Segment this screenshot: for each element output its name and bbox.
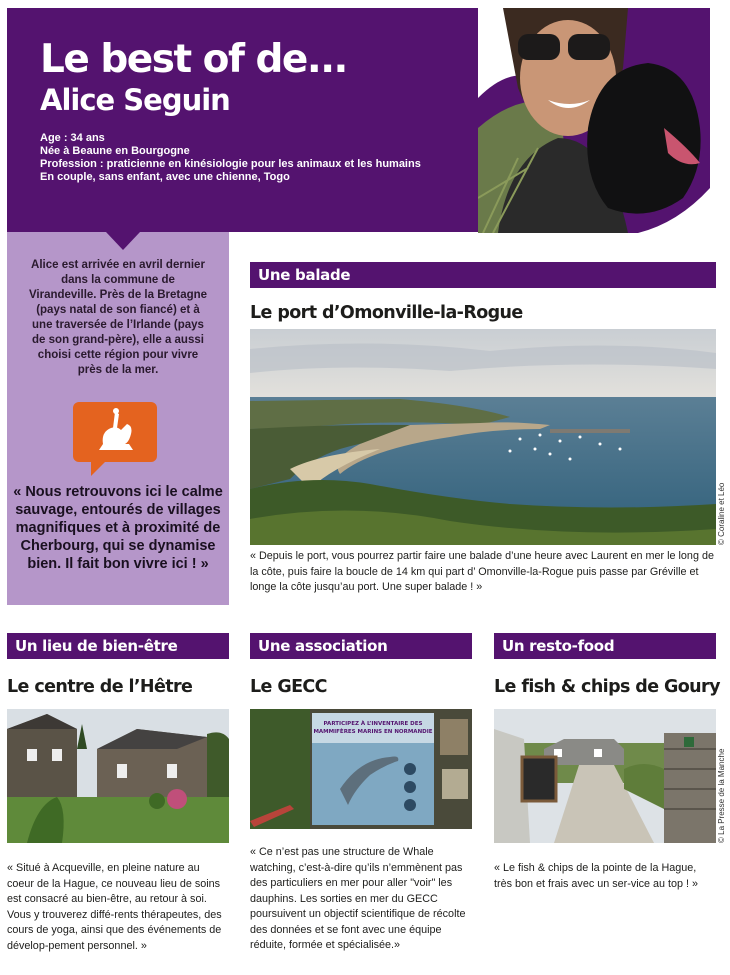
fact-profession: Profession : praticienne en kinésiologie pour les animaux et les humains xyxy=(40,158,421,170)
portrait-photo xyxy=(478,8,710,233)
resto-title: Le fish & chips de Goury xyxy=(494,677,720,697)
section-band-balade: Une balade xyxy=(250,262,716,288)
balade-title: Le port d’Omonville-la-Rogue xyxy=(250,303,523,323)
balade-photo xyxy=(250,329,716,545)
resto-photo-credit: © La Presse de la Manche xyxy=(717,748,726,843)
person-name: Alice Seguin xyxy=(40,83,230,117)
intro-sidebar xyxy=(7,232,229,605)
fact-age: Age : 34 ans xyxy=(40,132,105,144)
section-band-lieu: Un lieu de bien-être xyxy=(7,633,229,659)
resto-photo xyxy=(494,709,716,843)
pull-quote: « Nous retrouvons ici le calme sauvage, entourés de villages magnifiques et à proximité de Cherbourg, qui se dynamise bien. Il fait bon vivre ici ! » xyxy=(13,484,223,572)
association-text: « Ce n’est pas une structure de Whale watching, c’est-à-dire qu’ils n’emmènent pas des particuliers en mer pour aller "voir" les dauphins. Les sorties en mer du GECC poursuivent un objectif scientifique de récolte des données et se font avec une équipe réduite, formée et spécialisée.» xyxy=(250,846,466,951)
speech-bubble-statue-icon xyxy=(73,402,157,476)
sidebar-pointer xyxy=(106,232,140,250)
balade-photo-credit: © Coraline et Léo xyxy=(717,482,726,545)
intro-paragraph: Alice est arrivée en avril dernier dans la commune de Virandeville. Près de la Bretagne (pays natal de son fiancé) et à une traversée de l’Irlande (pays de son grand-père), elle a aussi choisi cette région pour vivre près de la mer. xyxy=(28,259,208,376)
section-band-resto: Un resto-food xyxy=(494,633,716,659)
lieu-title: Le centre de l’Hêtre xyxy=(7,677,193,697)
poster-line-2: MAMMIFÈRES MARINS EN NORMANDIE xyxy=(313,729,433,735)
lieu-photo xyxy=(7,709,229,843)
lieu-text: « Situé à Acqueville, en pleine nature au coeur de la Hague, ce nouveau lieu de soins est consacré au bien-être, au retour à soi. Vous y trouverez diffé-rents thérapeutes, des cours de yoga, ainsi que des événements de dévelop-pement personnel. » xyxy=(7,862,222,952)
page-title: Le best of de... xyxy=(40,37,347,82)
fact-birthplace: Née à Beaune en Bourgogne xyxy=(40,145,190,157)
resto-text: « Le fish & chips de la pointe de la Hague, très bon et frais avec un ser-vice au top ! » xyxy=(494,862,699,890)
person-facts xyxy=(40,132,421,184)
fact-family: En couple, sans enfant, avec une chienne, Togo xyxy=(40,171,290,183)
association-photo xyxy=(250,709,472,829)
section-band-association: Une association xyxy=(250,633,472,659)
poster-line-1: PARTICIPEZ À L’INVENTAIRE DES xyxy=(323,721,423,727)
balade-text: « Depuis le port, vous pourrez partir faire une balade d’une heure avec Laurent en mer le long de la côte, puis faire la boucle de 14 km qui part d’ Omonville-la-Rogue puis passe par Gréville et longe la côte jusqu’au port. Une super balade ! » xyxy=(250,550,714,593)
association-title: Le GECC xyxy=(250,677,327,697)
